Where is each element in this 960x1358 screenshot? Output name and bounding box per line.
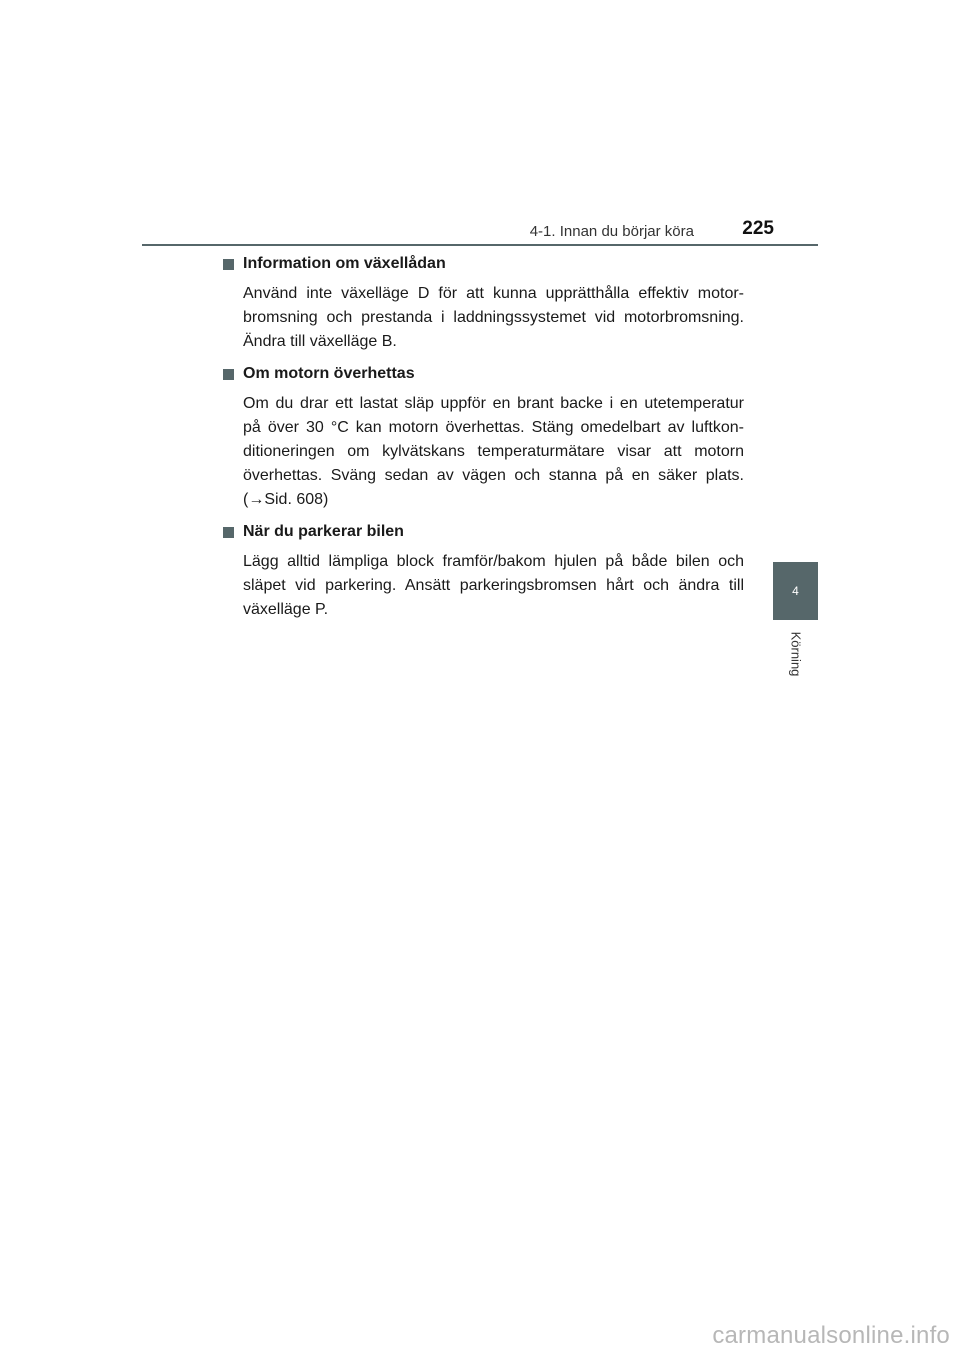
chapter-number: 4	[792, 584, 799, 598]
section-heading-text: Om motorn överhettas	[243, 365, 415, 382]
section-reference: 4-1. Innan du börjar köra	[529, 223, 694, 240]
watermark: carmanualsonline.info	[712, 1322, 950, 1349]
square-bullet-icon	[223, 259, 234, 270]
text-line: bromsning och prestanda i laddningssystemet vid motorbromsning.	[243, 309, 744, 326]
section-heading	[222, 254, 744, 274]
chapter-label: Körning	[788, 631, 804, 677]
section-heading-text: Information om växellådan	[243, 255, 446, 272]
text-line: Lägg alltid lämpliga block framför/bakom hjulen på både bilen och	[243, 553, 744, 570]
header-divider	[142, 244, 818, 246]
text-line: Använd inte växelläge D för att kunna upprätthålla effektiv motor-	[243, 285, 744, 302]
page-number: 225	[742, 218, 774, 239]
page-content	[222, 254, 744, 632]
square-bullet-icon	[223, 369, 234, 380]
text-line: Om du drar ett lastat släp uppför en brant backe i en utetemperatur	[243, 395, 744, 412]
page-reference-link[interactable]: (→Sid. 608)	[243, 491, 329, 508]
section-body	[222, 392, 744, 512]
text-line: på över 30 °C kan motorn överhettas. Stäng omedelbart av luftkon-	[243, 419, 744, 436]
page-header	[142, 216, 818, 246]
section-heading-text: När du parkerar bilen	[243, 523, 404, 540]
section-heading	[222, 364, 744, 384]
section-body	[222, 550, 744, 622]
text-line: Ändra till växelläge B.	[243, 333, 397, 350]
text-line: överhettas. Sväng sedan av vägen och stanna på en säker plats.	[243, 467, 744, 484]
chapter-number-tab[interactable]	[773, 562, 818, 620]
section-body	[222, 282, 744, 354]
text-line: växelläge P.	[243, 601, 329, 618]
section-heading	[222, 522, 744, 542]
text-line: ditioneringen om kylvätskans temperaturmätare visar att motorn	[243, 443, 744, 460]
square-bullet-icon	[223, 527, 234, 538]
text-line: släpet vid parkering. Ansätt parkeringsbromsen hårt och ändra till	[243, 577, 744, 594]
